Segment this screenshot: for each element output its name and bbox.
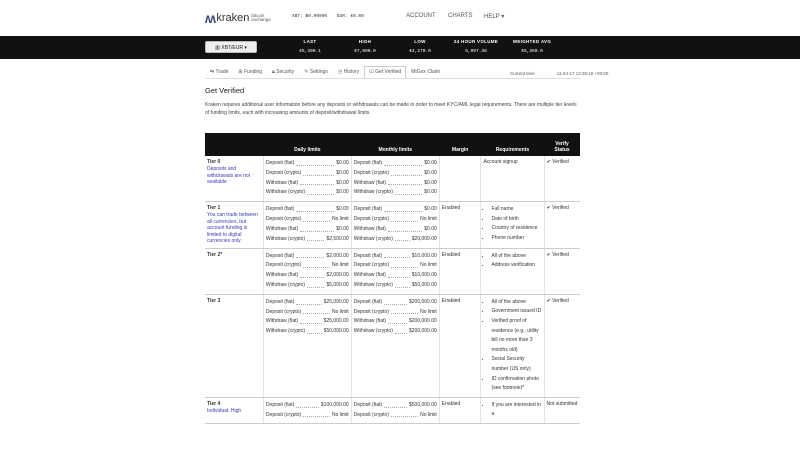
daily-limits-cell — [263, 156, 351, 202]
limit-row — [266, 252, 349, 262]
limit-value: $10,000.00 — [411, 272, 437, 279]
tab-trade[interactable] — [205, 66, 233, 78]
margin-value: Enabled — [441, 400, 461, 407]
limit-row — [266, 235, 349, 245]
limit-label: Withdraw (crypto) — [353, 235, 393, 242]
daily-limits-cell — [263, 248, 351, 294]
pair-selector[interactable] — [205, 41, 257, 53]
dot-leader — [388, 317, 407, 324]
limit-value: $0.00 — [336, 179, 349, 186]
dot-leader — [296, 205, 334, 212]
limit-label: Deposit (fiat) — [265, 252, 295, 259]
stat-last — [280, 39, 340, 54]
tab-get-verified[interactable] — [364, 66, 406, 78]
limit-value: $50,000.00 — [323, 328, 349, 335]
requirements-cell — [481, 202, 544, 249]
nav-charts[interactable]: CHARTS — [448, 13, 473, 19]
stat-volume — [446, 39, 506, 54]
dot-leader — [395, 327, 407, 334]
margin-cell — [439, 202, 481, 249]
tier-name: Tier 2* — [207, 251, 223, 258]
requirements-text: Account signup — [483, 159, 518, 165]
requirement-item: • All of the above — [491, 252, 541, 262]
current-time-value: 11-24-17 12:39:19 +03:00 — [556, 71, 609, 76]
col-header-monthly: Monthly limits — [351, 133, 439, 156]
requirement-item: • Verified proof of residence (e.g., utility bill no more than 3 months old) — [491, 317, 541, 355]
limit-value: $200,000.00 — [408, 318, 437, 325]
trade-icon: ⇆ — [210, 69, 216, 75]
limit-value: $100,000.00 — [320, 401, 349, 408]
limit-label: Deposit (fiat) — [353, 206, 383, 213]
margin-value: Enabled — [441, 205, 461, 212]
tiers-table — [205, 133, 580, 424]
requirement-item: • Full name — [491, 205, 541, 215]
dot-leader — [296, 401, 319, 408]
dot-leader — [391, 411, 418, 418]
col-header-daily: Daily limits — [263, 133, 351, 156]
limit-row — [354, 281, 437, 291]
stat-value: €5,360.0 — [521, 49, 543, 54]
limit-row — [266, 308, 349, 318]
tier-cell — [205, 248, 263, 294]
funding-icon: ⊞ — [238, 69, 244, 75]
stat-label: 24 HOUR VOLUME — [453, 39, 499, 44]
dot-leader — [395, 188, 422, 195]
requirements-list — [483, 205, 541, 243]
verify-status-cell — [544, 294, 580, 397]
col-header-margin: Margin — [439, 133, 481, 156]
limit-label: Deposit (crypto) — [265, 262, 302, 269]
tier-cell — [205, 397, 263, 424]
margin-value: Enabled — [441, 297, 461, 304]
dot-leader — [388, 271, 410, 278]
limit-row — [266, 169, 349, 179]
chart-icon: ▥ — [215, 45, 222, 51]
limit-row — [266, 317, 349, 327]
dot-leader — [384, 159, 422, 166]
dot-leader — [303, 308, 330, 315]
tab-security[interactable] — [267, 66, 299, 78]
tab-label: History — [343, 69, 360, 75]
stat-value: €5,300.1 — [299, 49, 321, 54]
dot-leader — [307, 188, 334, 195]
kraken-logo[interactable] — [205, 10, 271, 26]
requirements-cell — [481, 294, 544, 397]
verify-status: ✔ Verified — [546, 297, 569, 304]
requirement-item: • ID confirmation photo (see footnote)* — [491, 375, 541, 394]
current-time — [510, 71, 608, 76]
limit-value: $0.00 — [336, 169, 349, 176]
limit-label: Withdraw (crypto) — [265, 235, 306, 242]
verify-status: Not submitted — [546, 400, 578, 407]
limit-row — [266, 215, 349, 225]
limit-value: $0.00 — [424, 179, 437, 186]
margin-cell — [439, 248, 481, 294]
limit-row — [266, 281, 349, 291]
table-header-row — [205, 133, 580, 156]
requirements-cell — [481, 248, 544, 294]
dot-leader — [300, 225, 334, 232]
requirement-item: • All of the above — [491, 298, 541, 308]
limit-label: Deposit (crypto) — [353, 308, 389, 315]
limit-row — [354, 205, 437, 215]
table-row — [205, 248, 580, 294]
monthly-limits-cell — [351, 202, 439, 249]
tier-name: Tier 3 — [207, 297, 221, 304]
tab-label: Funding — [243, 69, 263, 75]
limit-row — [354, 401, 437, 411]
limit-row — [354, 298, 437, 308]
margin-cell — [439, 294, 481, 397]
tab-label: Security — [276, 69, 295, 75]
stat-high — [335, 39, 395, 54]
checkbox-icon: ☑ — [369, 69, 376, 75]
limit-row — [354, 317, 437, 327]
daily-limits-cell — [263, 202, 351, 249]
requirements-cell — [481, 397, 544, 424]
limit-row — [266, 225, 349, 235]
limit-value: No limit — [332, 411, 349, 418]
tab-settings[interactable] — [299, 66, 333, 78]
limit-row — [354, 308, 437, 318]
limit-label: Deposit (crypto) — [265, 308, 302, 315]
dot-leader — [300, 271, 324, 278]
dot-leader — [395, 281, 410, 288]
limit-label: Withdraw (fiat) — [353, 272, 386, 279]
stat-value: €4,270.0 — [409, 49, 431, 54]
dot-leader — [384, 252, 410, 259]
dot-leader — [296, 252, 324, 259]
monthly-limits-cell — [351, 156, 439, 202]
requirement-item: • Phone number — [491, 234, 541, 244]
kraken-m-icon: ʍ — [205, 10, 216, 26]
limit-row — [354, 261, 437, 271]
limit-label: Deposit (crypto) — [353, 215, 389, 222]
verify-status-cell — [544, 397, 580, 424]
limit-row — [354, 159, 437, 169]
ticker-bar — [0, 36, 800, 59]
limit-value: $2,000.00 — [326, 272, 349, 279]
dot-leader — [391, 215, 418, 222]
limit-label: Deposit (crypto) — [353, 411, 389, 418]
margin-value: Enabled — [441, 251, 461, 258]
limit-label: Withdraw (fiat) — [265, 272, 299, 279]
limit-label: Deposit (crypto) — [265, 215, 302, 222]
limit-label: Withdraw (fiat) — [353, 179, 386, 186]
dot-leader — [384, 298, 407, 305]
limit-row — [354, 179, 437, 189]
tab-funding[interactable] — [233, 66, 267, 78]
limit-row — [354, 188, 437, 198]
stat-label: WEIGHTED AVG — [512, 39, 552, 44]
logo-word: kraken — [216, 12, 250, 24]
requirement-item: • If you are interested in a — [491, 401, 541, 420]
limit-label: Deposit (fiat) — [265, 160, 295, 166]
requirements-cell — [481, 156, 544, 202]
tab-label: Trade — [215, 69, 229, 75]
dot-leader — [384, 401, 407, 408]
logo-subtitle: bitcoin exchange — [251, 12, 271, 22]
limit-value: $200,000.00 — [408, 298, 437, 305]
requirements-list — [483, 401, 541, 420]
balance-xbt: XBT: ฿0.00000 — [292, 14, 328, 19]
dot-leader — [395, 235, 410, 242]
dot-leader — [388, 179, 422, 186]
table-row — [205, 294, 580, 397]
clock-icon: ◷ — [337, 69, 344, 75]
limit-label: Deposit (crypto) — [353, 169, 389, 176]
limit-value: No limit — [420, 262, 437, 269]
col-header-requirements: Requirements — [481, 133, 544, 156]
limit-row — [266, 205, 349, 215]
limit-row — [354, 327, 437, 337]
intro-text: Kraken requires additional user information before any deposits or withdrawals can be made in order to meet KYC/AML legal requirements. There are multiple tier levels of funding limits, each with increasing amounts of deposit/withdrawal limits. — [205, 102, 577, 116]
limit-label: Withdraw (fiat) — [265, 179, 299, 186]
requirement-item: • Government issued ID — [491, 307, 541, 317]
limit-row — [354, 411, 437, 421]
limit-row — [266, 298, 349, 308]
limit-row — [266, 327, 349, 337]
limit-value: $10,000.00 — [411, 252, 437, 259]
balances — [292, 14, 371, 19]
tier-note: You can trade between all currencies, but account funding is limited to digital currencies only. — [207, 212, 258, 245]
limit-label: Deposit (fiat) — [353, 252, 383, 259]
limit-row — [354, 215, 437, 225]
tier-note: Deposits and withdrawals are not available — [207, 166, 251, 185]
limit-row — [354, 225, 437, 235]
monthly-limits-cell — [351, 248, 439, 294]
limit-row — [354, 235, 437, 245]
tier-cell — [205, 294, 263, 397]
requirements-list — [483, 252, 541, 271]
limit-label: Deposit (crypto) — [265, 411, 302, 418]
dot-leader — [296, 298, 321, 305]
limit-row — [266, 401, 349, 411]
dot-leader — [391, 169, 422, 176]
tier-name: Tier 4 — [207, 400, 221, 407]
dot-leader — [303, 411, 330, 418]
tab-label: Settings — [309, 69, 328, 75]
tiers-body — [205, 156, 580, 424]
limit-value: $5,000.00 — [326, 282, 349, 289]
limit-row — [354, 271, 437, 281]
daily-limits-cell — [263, 294, 351, 397]
limit-row — [266, 411, 349, 421]
limit-value: $0.00 — [424, 189, 437, 196]
stat-low — [390, 39, 450, 54]
limit-label: Deposit (fiat) — [353, 401, 383, 408]
col-header-tier — [205, 133, 263, 156]
dot-leader — [303, 215, 330, 222]
limit-row — [266, 261, 349, 271]
limit-value: No limit — [332, 262, 349, 269]
nav-help[interactable]: HELP ▾ — [484, 14, 505, 20]
limit-value: $20,000.00 — [411, 235, 437, 242]
tab-divider — [205, 78, 580, 79]
limit-label: Withdraw (fiat) — [265, 318, 299, 325]
margin-cell — [439, 156, 481, 202]
margin-cell — [439, 397, 481, 424]
limit-label: Withdraw (crypto) — [265, 282, 306, 289]
limit-value: No limit — [420, 215, 437, 222]
balance-eur: EUR: €0.00 — [336, 14, 364, 19]
stat-label: LAST — [303, 39, 317, 44]
monthly-limits-cell — [351, 397, 439, 424]
requirement-item: • Address verification — [491, 261, 541, 271]
stat-weighted-avg — [502, 39, 562, 54]
limit-label: Deposit (crypto) — [353, 262, 389, 269]
limit-value: $0.00 — [336, 206, 349, 213]
limit-value: No limit — [420, 308, 437, 315]
nav-account[interactable]: ACCOUNT — [406, 13, 436, 19]
stat-value: 5,097.38 — [465, 49, 487, 54]
limit-label: Withdraw (crypto) — [353, 328, 393, 335]
tier-cell — [205, 156, 263, 202]
table-row — [205, 202, 580, 249]
table-row — [205, 156, 580, 202]
tier-name: Tier 0 — [207, 159, 221, 165]
limit-value: No limit — [332, 215, 349, 222]
limit-row — [266, 188, 349, 198]
verify-status-cell — [544, 202, 580, 249]
limit-value: $0.00 — [424, 225, 437, 232]
verify-status: ✔ Verified — [546, 205, 569, 212]
verify-status-cell — [544, 156, 580, 202]
limit-row — [354, 169, 437, 179]
top-bar — [0, 0, 800, 36]
requirements-list — [483, 298, 541, 394]
limit-label: Deposit (fiat) — [265, 401, 295, 408]
limit-label: Deposit (fiat) — [353, 298, 383, 305]
limit-value: $2,000.00 — [326, 252, 349, 259]
limit-row — [354, 252, 437, 262]
verify-status: ✔ Verified — [546, 251, 569, 258]
dot-leader — [300, 317, 322, 324]
limit-label: Deposit (fiat) — [353, 160, 383, 166]
monthly-limits-cell — [351, 294, 439, 397]
limit-label: Withdraw (crypto) — [353, 189, 393, 196]
limit-value: $2,500.00 — [326, 235, 349, 242]
dot-leader — [307, 327, 322, 334]
limit-value: $25,000.00 — [323, 318, 349, 325]
limit-label: Deposit (fiat) — [265, 298, 295, 305]
limit-row — [266, 159, 349, 169]
tier-name: Tier 1 — [207, 205, 221, 212]
daily-limits-cell — [263, 397, 351, 424]
tab-mtgox-claim[interactable] — [406, 66, 445, 78]
dot-leader — [296, 159, 334, 166]
limit-label: Withdraw (crypto) — [265, 328, 306, 335]
limit-value: $0.00 — [336, 225, 349, 232]
pair-label: XBT/EUR ▾ — [221, 45, 247, 51]
limit-value: No limit — [332, 308, 349, 315]
requirement-item: • Date of birth — [491, 215, 541, 225]
limit-label: Withdraw (crypto) — [265, 189, 306, 196]
limit-label: Withdraw (fiat) — [353, 225, 386, 232]
stat-label: LOW — [414, 39, 426, 44]
limit-row — [266, 179, 349, 189]
stat-value: €7,000.0 — [354, 49, 376, 54]
dot-leader — [300, 179, 334, 186]
col-header-verify-status: Verify Status — [544, 133, 580, 156]
table-row — [205, 397, 580, 424]
dot-leader — [303, 261, 330, 268]
limit-value: $500,000.00 — [408, 401, 437, 408]
dot-leader — [391, 261, 418, 268]
limit-label: Withdraw (fiat) — [353, 318, 386, 325]
dot-leader — [303, 169, 334, 176]
account-tabs — [205, 66, 445, 78]
limit-label: Withdraw (crypto) — [353, 282, 393, 289]
stat-label: HIGH — [358, 39, 372, 44]
limit-value: $25,000.00 — [323, 298, 349, 305]
dot-leader — [307, 281, 324, 288]
limit-value: $0.00 — [336, 189, 349, 196]
dot-leader — [391, 308, 418, 315]
limit-value: No limit — [420, 411, 437, 418]
limit-value: $200,000.00 — [408, 328, 437, 335]
lock-icon: 🔒︎ — [272, 69, 277, 75]
limit-row — [266, 271, 349, 281]
tier-note: Individual: High — [207, 407, 242, 414]
tab-label: Get Verified — [375, 69, 402, 75]
limit-value: $0.00 — [336, 160, 349, 166]
requirement-item: • Social Security number (US only) — [491, 355, 541, 374]
requirement-item: • Country of residence — [491, 224, 541, 234]
limit-value: $50,000.00 — [411, 282, 437, 289]
limit-value: $0.00 — [424, 160, 437, 166]
limit-label: Deposit (crypto) — [265, 169, 302, 176]
tab-history[interactable] — [333, 66, 364, 78]
limit-label: Withdraw (fiat) — [265, 225, 299, 232]
limit-label: Deposit (fiat) — [265, 206, 295, 213]
verify-status: ✔ Verified — [546, 159, 569, 165]
verify-status-cell — [544, 248, 580, 294]
current-time-label: Current time — [510, 71, 535, 76]
limit-value: $0.00 — [424, 206, 437, 213]
dot-leader — [388, 225, 422, 232]
dot-leader — [307, 235, 324, 242]
wrench-icon: ✎ — [304, 69, 310, 75]
tier-cell — [205, 202, 263, 249]
page-title: Get Verified — [205, 86, 245, 95]
tab-label: MtGox Claim — [411, 69, 441, 75]
limit-value: $0.00 — [424, 169, 437, 176]
dot-leader — [384, 205, 422, 212]
